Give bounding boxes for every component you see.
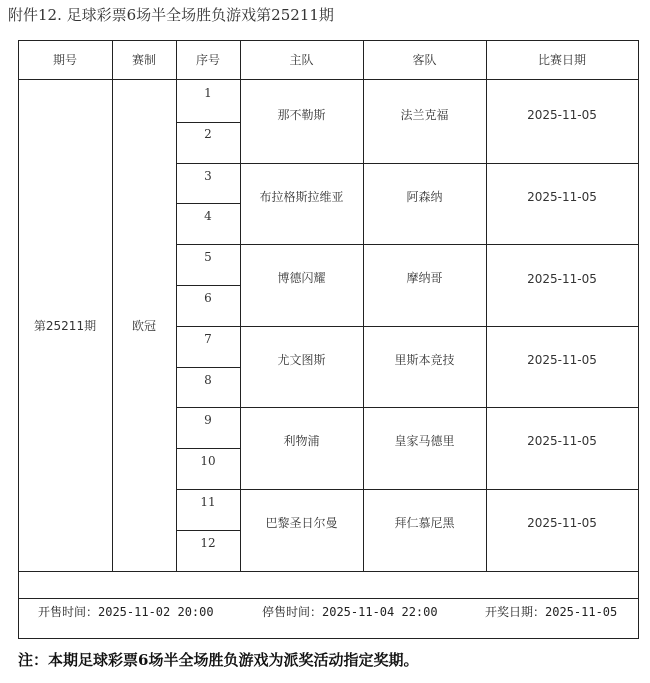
document-title <box>8 4 334 25</box>
format-cell: 欧冠 <box>131 318 156 333</box>
home-team-cell: 布拉格斯拉维亚 <box>259 190 344 204</box>
away-team-cell: 摩纳哥 <box>406 271 443 285</box>
away-team-cell: 阿森纳 <box>406 190 443 204</box>
header-date: 比赛日期 <box>537 53 586 67</box>
away-team-cell: 拜仁慕尼黑 <box>394 516 455 530</box>
header-home: 主队 <box>289 53 314 67</box>
index-cell: 11 <box>200 495 216 509</box>
title-text: 足球彩票6场半全场胜负游戏第25211期 <box>66 6 334 24</box>
header-index: 序号 <box>195 53 220 67</box>
period-cell: 第25211期 <box>33 318 97 333</box>
match-date-cell: 2025-11-05 <box>527 107 597 122</box>
header-away: 客队 <box>412 53 437 67</box>
match-date-cell: 2025-11-05 <box>527 433 597 448</box>
home-team-cell: 利物浦 <box>283 434 320 448</box>
away-team-cell: 皇家马德里 <box>394 434 455 448</box>
home-team-cell: 巴黎圣日尔曼 <box>265 516 338 530</box>
header-format: 赛制 <box>131 53 156 67</box>
index-cell: 8 <box>204 373 212 387</box>
index-cell: 7 <box>204 332 212 346</box>
away-team-cell: 法兰克福 <box>400 108 449 122</box>
index-cell: 12 <box>200 536 216 550</box>
match-date-cell: 2025-11-05 <box>527 515 597 530</box>
match-date-cell: 2025-11-05 <box>527 271 597 286</box>
home-team-cell: 博德闪耀 <box>277 271 326 285</box>
away-team-cell: 里斯本竞技 <box>394 353 455 367</box>
index-cell: 6 <box>204 291 212 305</box>
home-team-cell: 尤文图斯 <box>277 353 326 367</box>
sale-start-time: 开售时间：2025-11-02 20:00 <box>38 605 214 619</box>
index-cell: 3 <box>204 169 212 183</box>
title-prefix: 附件12. <box>8 6 62 24</box>
index-cell: 1 <box>204 86 212 100</box>
draw-date: 开奖日期：2025-11-05 <box>485 605 618 619</box>
home-team-cell: 那不勒斯 <box>277 108 326 122</box>
match-date-cell: 2025-11-05 <box>527 352 597 367</box>
index-cell: 10 <box>200 454 216 468</box>
sale-stop-time: 停售时间：2025-11-04 22:00 <box>262 605 438 619</box>
header-period: 期号 <box>52 53 77 67</box>
match-date-cell: 2025-11-05 <box>527 189 597 204</box>
index-cell: 4 <box>204 209 212 223</box>
index-cell: 5 <box>204 250 212 264</box>
footnote: 注：本期足球彩票6场半全场胜负游戏为派奖活动指定奖期。 <box>18 651 419 669</box>
index-cell: 9 <box>204 413 212 427</box>
index-cell: 2 <box>204 127 212 141</box>
